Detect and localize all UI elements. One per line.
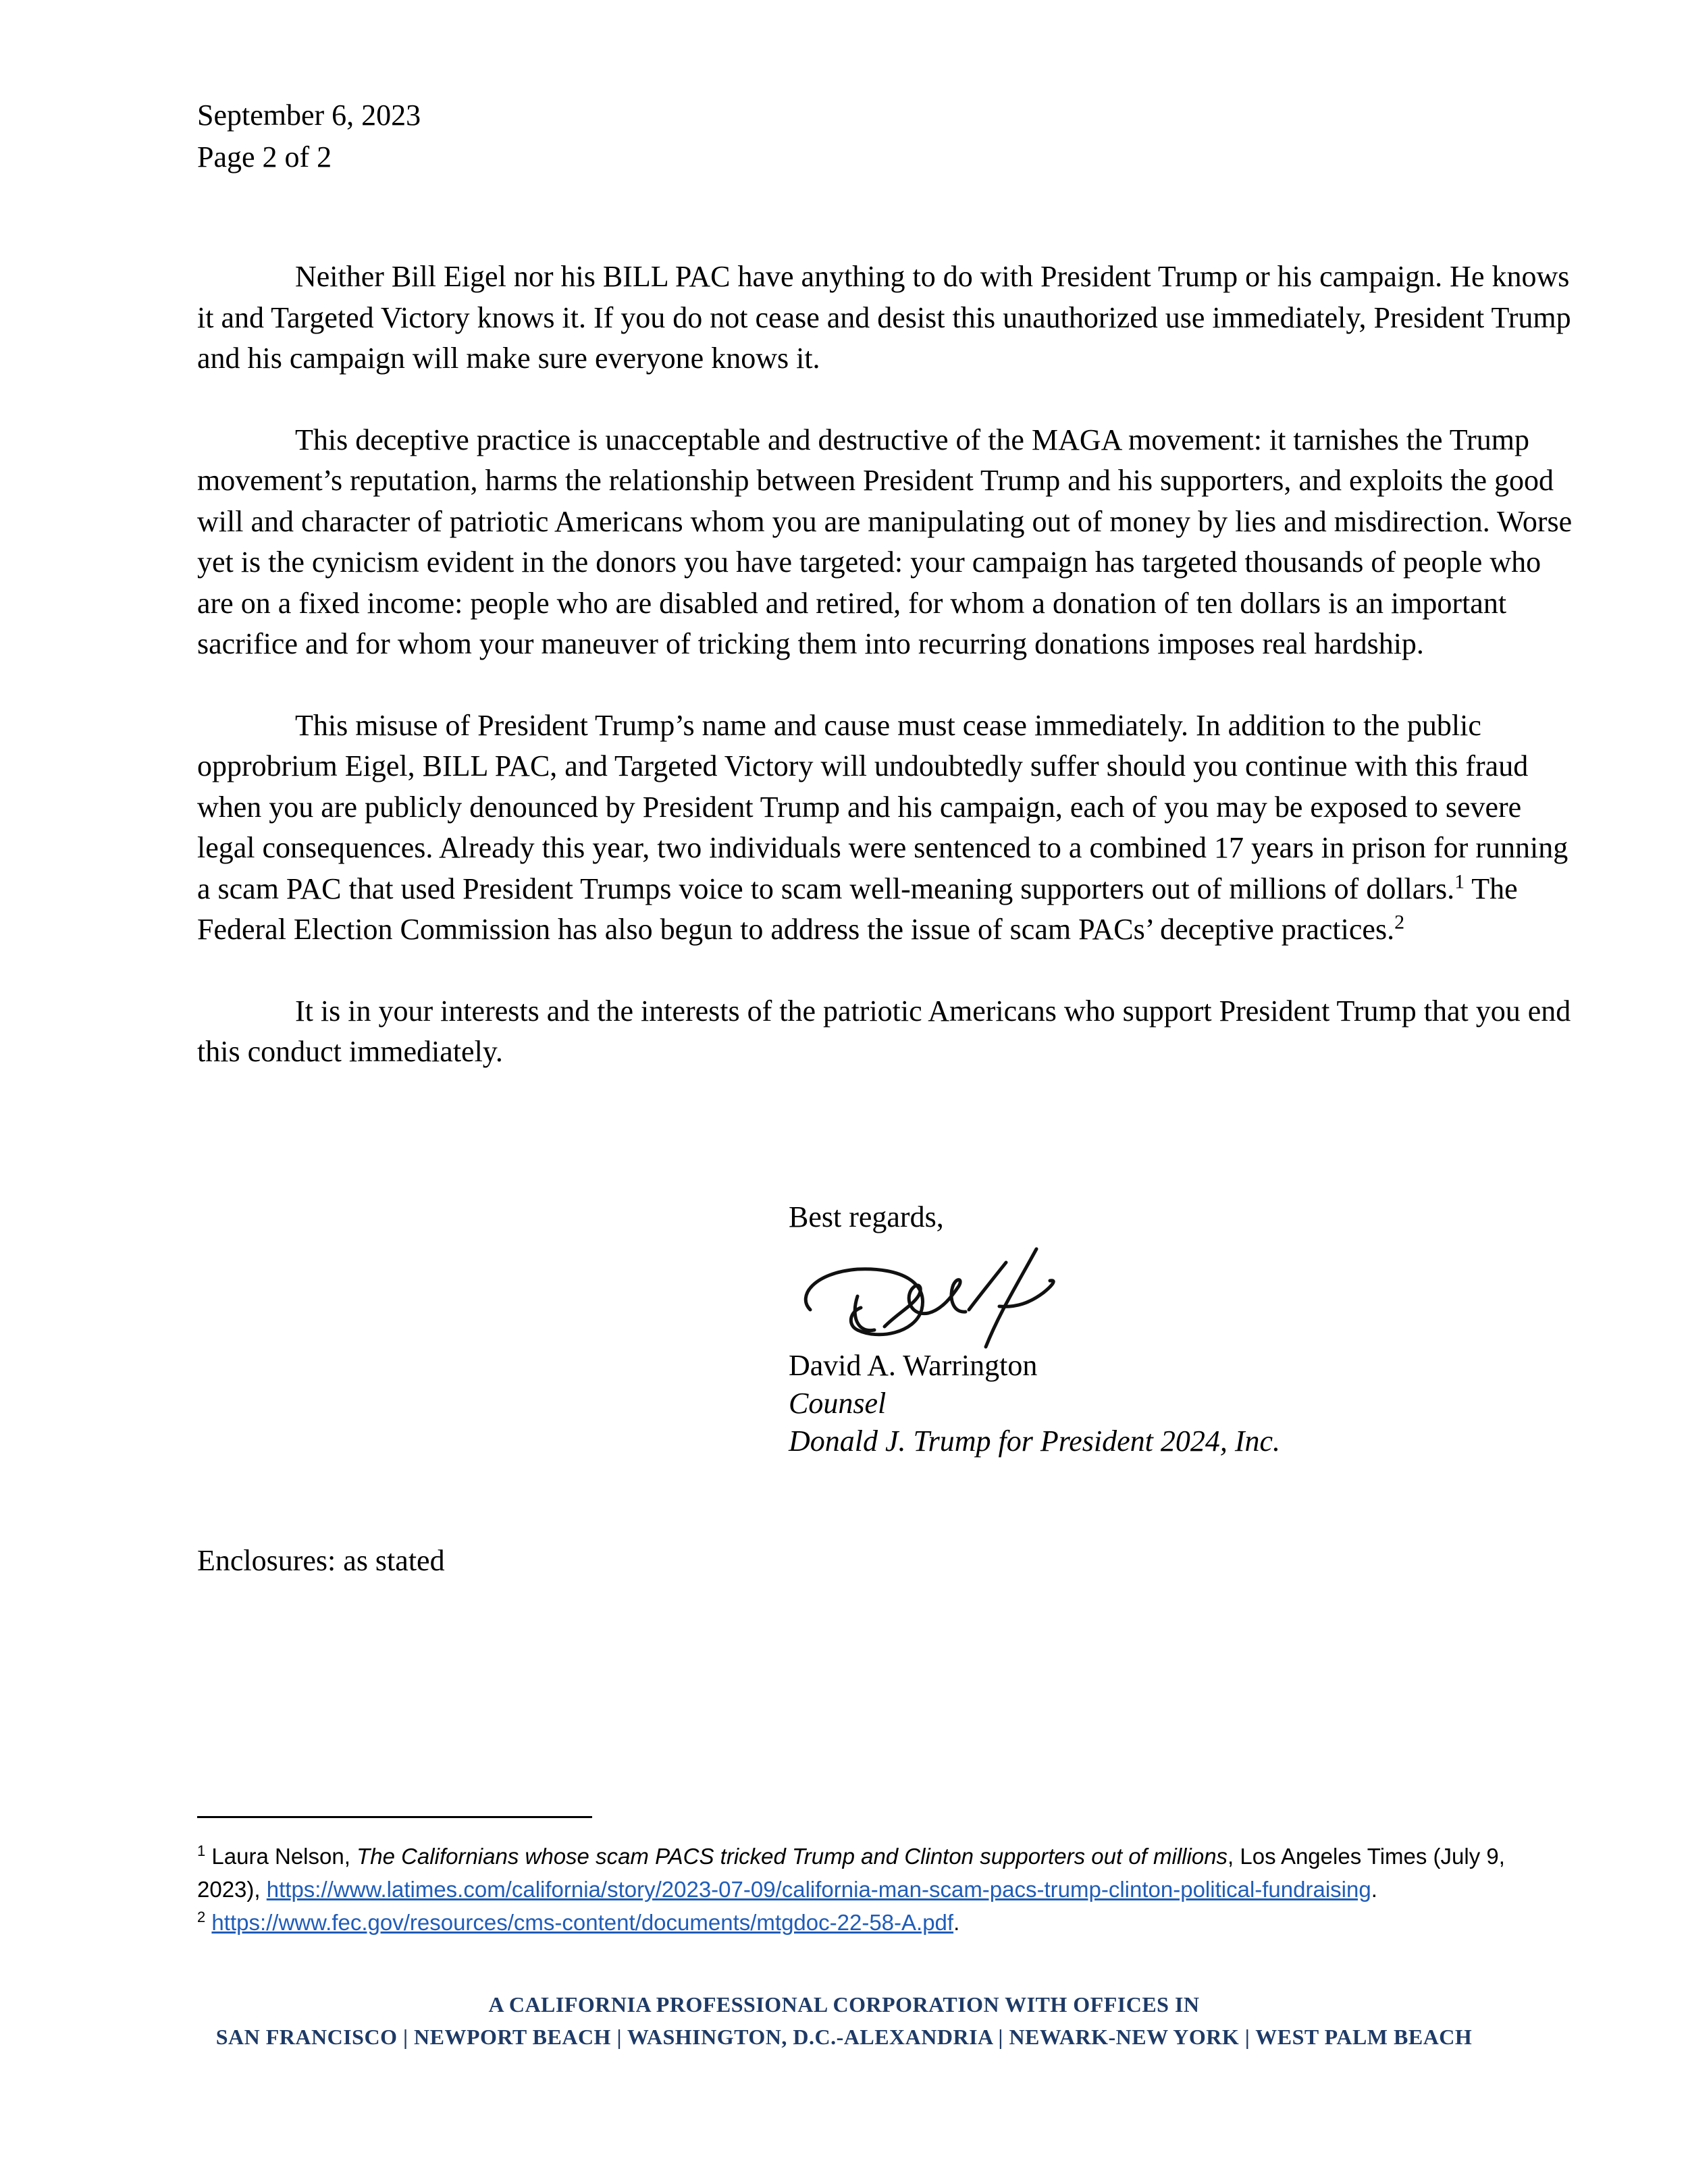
signer-name: David A. Warrington	[789, 1349, 1038, 1382]
footnote-1-publication: , Los Angeles Times (July 9, 2023),	[197, 1844, 1505, 1902]
footnote-1	[197, 1840, 1554, 1906]
footnote-1-article-title: The Californians whose scam PACS tricked Trump and Clinton supporters out of millions	[357, 1844, 1228, 1869]
footer-line-2: SAN FRANCISCO | NEWPORT BEACH | WASHINGTON, D.C.-ALEXANDRIA | NEWARK-NEW YORK | WEST PALM BEACH	[215, 2025, 1473, 2049]
enclosures: Enclosures: as stated	[197, 1544, 445, 1577]
page-number: Page 2 of 2	[197, 140, 332, 174]
footnote-1-number: 1	[197, 1842, 206, 1859]
signature-image	[783, 1232, 1121, 1354]
body-paragraph-1: Neither Bill Eigel nor his BILL PAC have anything to do with President Trump or his campaign. He knows it and Targeted Victory knows it. If you do not cease and desist this unauthorized use immediately, President Trump and his campaign will make sure everyone knows it.	[197, 260, 1571, 375]
footnote-divider	[197, 1816, 592, 1818]
footnotes	[197, 1840, 1554, 1939]
body-paragraph-4: It is in your interests and the interests of the patriotic Americans who support President Trump that you end this conduct immediately.	[197, 994, 1571, 1068]
body-paragraph-3-text-a: This misuse of President Trump’s name and cause must cease immediately. In addition to the public opprobrium Eigel, BILL PAC, and Targeted Victory will undoubtedly suffer should you continue with this fraud when you are publicly denounced by President Trump and his campaign, each of you may be exposed to severe legal consequences. Already this year, two individuals were sentenced to a combined 17 years in prison for running a scam PAC that used President Trumps voice to scam well-meaning supporters out of millions of dollars.	[197, 708, 1568, 905]
footnote-ref-1: 1	[1454, 870, 1465, 893]
footnote-2-link[interactable]: https://www.fec.gov/resources/cms-content/documents/mtgdoc-22-58-A.pdf	[211, 1910, 954, 1935]
firm-footer	[0, 1988, 1688, 2053]
footnote-1-link[interactable]: https://www.latimes.com/california/story/2023-07-09/california-man-scam-pacs-trump-clinton-political-fundraising	[266, 1877, 1371, 1902]
body-paragraph-3-text-b: The Federal Election Commission has also begun to address the issue of scam PACs’ deceptive practices.	[197, 872, 1518, 946]
footnote-2-end: .	[953, 1910, 960, 1935]
letter-header	[197, 95, 421, 178]
footnote-ref-2: 2	[1394, 911, 1405, 934]
footnote-1-end: .	[1371, 1877, 1377, 1902]
closing: Best regards,	[789, 1200, 944, 1233]
letter-date: September 6, 2023	[197, 99, 421, 132]
footnote-2-number: 2	[197, 1909, 206, 1925]
signer-organization: Donald J. Trump for President 2024, Inc.	[789, 1424, 1280, 1458]
letter-body	[197, 257, 1581, 1113]
footnote-1-author: Laura Nelson,	[205, 1844, 357, 1869]
signer-title: Counsel	[789, 1387, 887, 1420]
footer-line-1: A CALIFORNIA PROFESSIONAL CORPORATION WITH OFFICES IN	[488, 1992, 1200, 2017]
body-paragraph-3	[197, 705, 1581, 951]
signature-block	[789, 1347, 1280, 1460]
body-paragraph-2: This deceptive practice is unacceptable and destructive of the MAGA movement: it tarnishes the Trump movement’s reputation, harms the relationship between President Trump and his supporters, and exploits the good will and character of patriotic Americans whom you are manipulating out of money by lies and misdirection. Worse yet is the cynicism evident in the donors you have targeted: your campaign has targeted thousands of people who are on a fixed income: people who are disabled and retired, for whom a donation of ten dollars is an important sacrifice and for whom your maneuver of tricking them into recurring donations imposes real hardship.	[197, 423, 1573, 660]
footnote-2	[197, 1906, 1554, 1939]
